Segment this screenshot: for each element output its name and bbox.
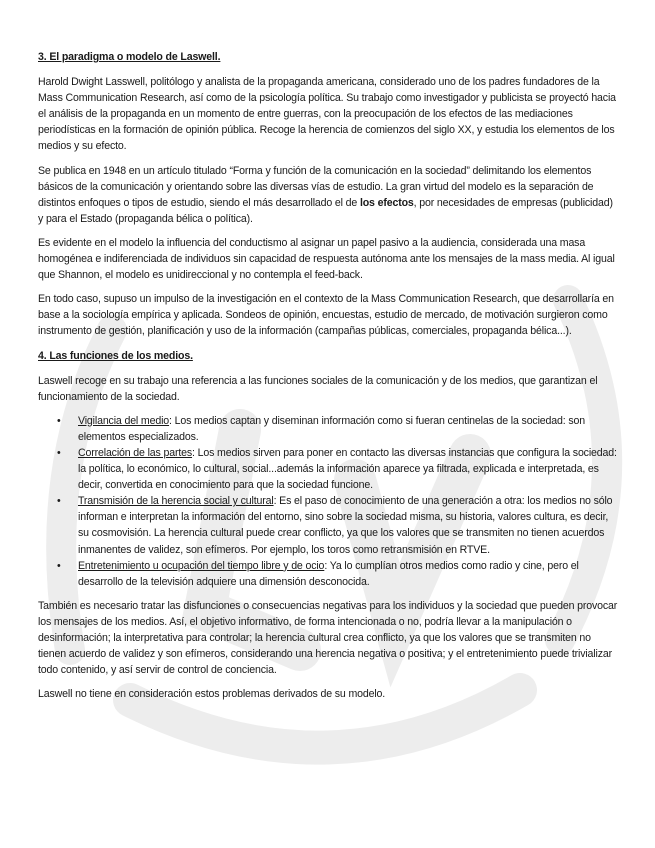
list-item (78, 445, 618, 493)
function-term: Correlación de las partes (78, 446, 193, 459)
paragraph-2-text-b: , por necesidades de empresas (publicidad) y para el Estado (propaganda bélica o política). (38, 196, 613, 225)
function-term: Vigilancia del medio (78, 414, 170, 427)
section-4-intro: Laswell recoge en su trabajo una referencia a las funciones sociales de la comunicación y de los medios, que garantizan el funcionamiento de la sociedad. (38, 374, 598, 403)
function-description: : Es el paso de conocimiento de una generación a otra: los medios no sólo informan e interpretan la información del entorno, sino sobre la sociedad misma, su historia, valores cultura, es decir, su cosmovisión. La herencia cultural puede crear conflicto, ya que los valores que se transmiten no tienen acuerdos inmanentes de validez, son efímeros. Por ejemplo, los toros como retransmisión en RTVE. (78, 495, 613, 556)
list-item (78, 493, 618, 557)
function-term: Entretenimiento u ocupación del tiempo libre y de ocio (78, 559, 325, 572)
section-4-disfunciones-paragraph: También es necesario tratar las disfunciones o consecuencias negativas para los individuos y la sociedad que pueden provocar los mensajes de los medios. Así, el objetivo informativo, de forma intencionada o no, podría llevar a la manipulación o desinformación; la interpretativa para controlar; la herencia cultural crea conflicto, ya que los valores que se transmiten no tienen acuerdo de validez y son efímeros, considerando una herencia negativa o positiva; y el entretenimiento puede trivializar todo contenido, y así servir de control de conciencia. (38, 599, 618, 677)
section-3-paragraph-2 (38, 163, 618, 227)
paragraph-2-text-a: Se publica en 1948 en un artículo titulado “Forma y función de la comunicación en la sociedad” delimitando los elementos básicos de la comunicación y orientando sobre las diversas vías de estudio. La gran virtud del modelo es la separación de distintos enfoques o tipos de estudio, siendo el más desarrollado el de (38, 164, 594, 209)
section-3-paragraph-1: Harold Dwight Lasswell, politólogo y analista de la propaganda americana, considerado uno de los padres fundadores de la Mass Communication Research, así como de la psicología política. Su trabajo como investigador y publicista se proyectó hacia el análisis de la propaganda en un momento de entre guerras, con la preocupación de los efectos de las mediaciones periodísticas en la formación de opinión pública. Recoge la herencia de comienzos del siglo XX, y estudia los elementos de los medios y su efecto. (38, 76, 616, 153)
section-4-closing-paragraph: Laswell no tiene en consideración estos problemas derivados de su modelo. (38, 688, 386, 701)
section-3-paragraph-3: Es evidente en el modelo la influencia del conductismo al asignar un papel pasivo a la audiencia, considerada una masa homogénea e indiferenciada de individuos sin capacidad de respuesta autónoma ante los mensajes de la mass media. Al igual que Shannon, el modelo es unidireccional y no contempla el feed-back. (38, 236, 615, 282)
list-item (78, 413, 618, 445)
list-item (78, 558, 618, 590)
document-body (38, 49, 618, 710)
section-4-heading: 4. Las funciones de los medios. (38, 349, 193, 362)
function-term: Transmisión de la herencia social y cultural (78, 495, 274, 508)
functions-list (38, 413, 618, 590)
function-description: : Ya lo cumplían otros medios como radio y cine, pero el desarrollo de la televisión adquiere una dimensión desconocida. (78, 559, 579, 588)
function-description: : Los medios sirven para poner en contacto las diversas instancias que configura la sociedad: la política, lo económico, lo cultural, social...además la información aparece ya filtrada, explicada e interpretada, es decir, convertida en conocimiento para que la sociedad funcione. (78, 446, 617, 492)
section-3-paragraph-4: En todo caso, supuso un impulso de la investigación en el contexto de la Mass Communication Research, que desarrollaría en base a la sociología empírica y aplicada. Sondeos de opinión, encuestas, estudio de mercado, de motivación surgieron como instrumento de gestión, planificación y uso de la información (campañas públicas, comerciales, propaganda bélica...). (38, 293, 614, 338)
function-description: : Los medios captan y diseminan información como si fueran centinelas de la sociedad: son elementos especializados. (78, 414, 585, 443)
paragraph-2-bold-term: los efectos (359, 196, 414, 209)
section-3-heading: 3. El paradigma o modelo de Laswell. (38, 51, 221, 63)
